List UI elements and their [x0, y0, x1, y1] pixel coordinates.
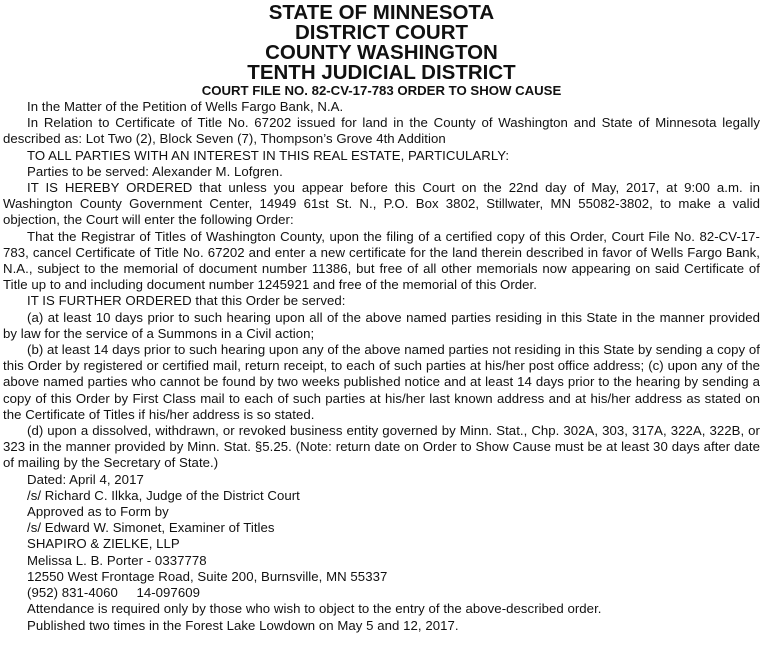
service-a-paragraph: (a) at least 10 days prior to such hearing upon all of the above named parties residing in this State in the manner provided by law for the service of a Summons in a Civil action; — [3, 309, 760, 341]
publication-line: Published two times in the Forest Lake Lowdown on May 5 and 12, 2017. — [27, 617, 459, 633]
relation-paragraph: In Relation to Certificate of Title No. 67202 issued for land in the County of Washington and State of Minnesota legally described as: Lot Two (2), Block Seven (7), Thompson’s Grove 4th Addition — [3, 115, 760, 147]
examiner-signature: /s/ Edward W. Simonet, Examiner of Titles — [27, 520, 275, 536]
attorney-name: Melissa L. B. Porter - 0337778 — [27, 552, 207, 568]
attendance-line: Attendance is required only by those who wish to object to the entry of the above-described order. — [27, 601, 602, 617]
court-file-heading: COURT FILE NO. 82-CV-17-783 ORDER TO SHOW CAUSE — [201, 83, 562, 98]
further-ordered-line: IT IS FURTHER ORDERED that this Order be served: — [27, 293, 346, 309]
heading-county: COUNTY WASHINGTON — [265, 41, 498, 64]
dated-line: Dated: April 4, 2017 — [27, 471, 144, 487]
service-b-c-paragraph: (b) at least 14 days prior to such hearing upon any of the above named parties not residing in this State by sending a copy of this Order by registered or certified mail, return receipt, to each of such parties at his/her post office address; (c) upon any of the above named parties who cannot be found by two weeks published notice and at least 14 days prior to the hearing by sending a copy of this Order by First Class mail to each of such parties at his/her last known address and at his/her address as stated on the Certificate of Titles if his/her address is so stated. — [3, 342, 760, 422]
firm-address: 12550 West Frontage Road, Suite 200, Burnsville, MN 55337 — [27, 568, 388, 584]
all-parties-line: TO ALL PARTIES WITH AN INTEREST IN THIS REAL ESTATE, PARTICULARLY: — [27, 147, 510, 163]
registrar-paragraph: That the Registrar of Titles of Washington County, upon the filing of a certified copy of this Order, Court File No. 82-CV-17-783, cancel Certificate of Title No. 67202 and enter a new certificate for the land therein described in favor of Wells Fargo Bank, N.A., subject to the memorial of document number 11386, but free of all other memorials now appearing on said Certificate of Title up to and including document number 1245921 and free of the memorial of this Order. — [3, 228, 760, 293]
approved-line: Approved as to Form by — [27, 504, 169, 520]
heading-state: STATE OF MINNESOTA — [268, 1, 495, 24]
service-d-paragraph: (d) upon a dissolved, withdrawn, or revoked business entity governed by Minn. Stat., Chp. 302A, 303, 317A, 322A, 322B, or 323 in the manner provided by Minn. Stat. §5.25. (Note: return date on Order to Show Cause must be at least 30 days after date of mailing by the Secretary of State.) — [3, 423, 760, 471]
heading-district: TENTH JUDICIAL DISTRICT — [247, 61, 516, 84]
judge-signature: /s/ Richard C. Ilkka, Judge of the District Court — [27, 487, 300, 503]
law-firm: SHAPIRO & ZIELKE, LLP — [27, 536, 180, 552]
heading-court: DISTRICT COURT — [294, 21, 469, 44]
parties-served-line: Parties to be served: Alexander M. Lofgren. — [27, 163, 283, 179]
hereby-ordered-paragraph: IT IS HEREBY ORDERED that unless you appear before this Court on the 22nd day of May, 2017, at 9:00 a.m. in Washington County Government Center, 14949 61st St. N., P.O. Box 3802, Stillwater, MN 55082-3802, to make a valid objection, the Court will enter the following Order: — [3, 180, 760, 228]
firm-phone: (952) 831-4060 14-097609 — [27, 585, 200, 601]
matter-line: In the Matter of the Petition of Wells Fargo Bank, N.A. — [27, 99, 344, 114]
